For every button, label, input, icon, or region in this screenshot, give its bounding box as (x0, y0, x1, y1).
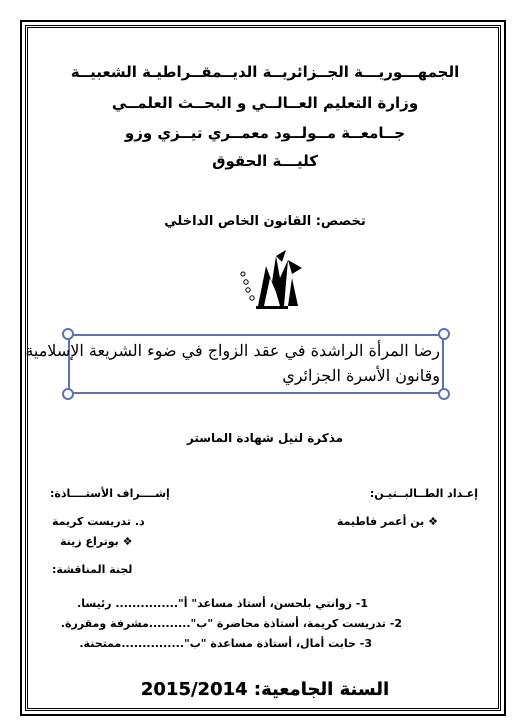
republic-line: الجمهـــوريـــة الجــزائريــة الديــمقــراطيـة الشعبيــة (70, 63, 460, 81)
supervisor-name: د. تدريست كريمة (52, 515, 145, 528)
specialty-line: تخصص: القانون الخاص الداخلي (164, 214, 366, 229)
academic-year: السنة الجامعية: 2015/2014 (140, 679, 390, 700)
faculty-line: كليـــة الحقوق (212, 152, 318, 170)
student-2: ❖ بوتراع زينة (60, 535, 133, 548)
committee-member: 3- حابت أمال، أستاذة مساعدة "ب"...............ممتحنة. (79, 637, 372, 650)
bullet-icon: ❖ (428, 515, 438, 528)
scroll-curl-bottom-right (438, 388, 450, 400)
scroll-curl-top-left (62, 328, 74, 340)
prepared-by-label: إعـداد الطــالبــتيـن: (369, 487, 478, 500)
committee-label: لجنة المناقشة: (52, 563, 133, 576)
committee-member: 1- زوانتي بلحسن، أستاذ مساعد" أ"............... رئيسا. (77, 597, 368, 610)
committee-member: 2- تدريست كريمة، أستاذة محاضرة "ب"..........مشرفة ومقررة. (60, 617, 402, 630)
university-line: جــامعــة مــولــود معمــري تيــزي وزو (124, 124, 406, 142)
memo-label: مذكرة لنيل شهادة الماستر (186, 431, 344, 445)
scroll-curl-bottom-left (62, 388, 74, 400)
university-logo-icon (236, 248, 310, 312)
student-1: ❖ بن أعمر فاطيمة (336, 515, 438, 528)
thesis-title-line1: رضا المرأة الراشدة في عقد الزواج في ضوء الشريعة الإسلامية (25, 341, 440, 360)
thesis-title-line2: وقانون الأسرة الجزائري (282, 366, 440, 385)
ministry-line: وزارة التعليم العــالــي و البحــث العلمــي (111, 94, 419, 112)
thesis-title-box (25, 328, 450, 400)
supervision-label: إشــــراف الأستــــاذة: (50, 487, 170, 500)
scroll-curl-top-right (438, 328, 450, 340)
bullet-icon: ❖ (122, 535, 133, 548)
